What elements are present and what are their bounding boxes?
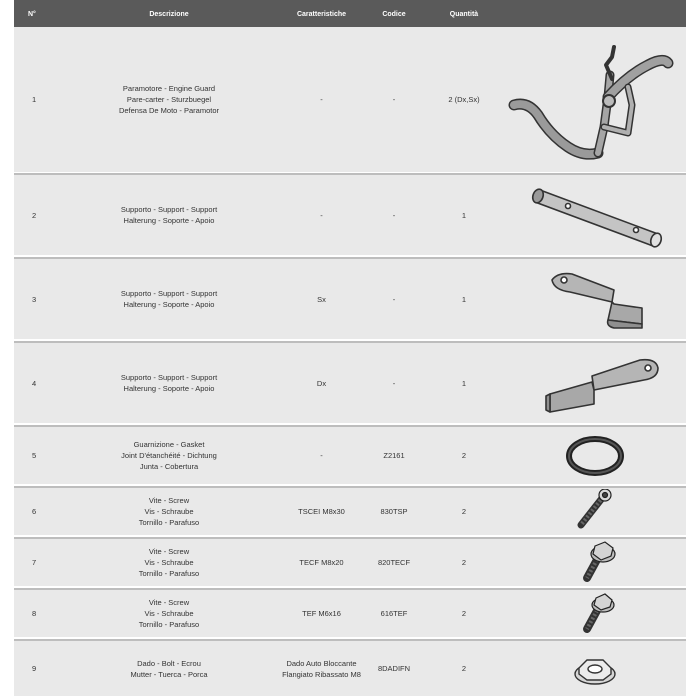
allen-screw-icon [504, 488, 686, 535]
row-quantity: 2 [461, 558, 467, 567]
table-row [14, 488, 686, 537]
row-features: - [320, 451, 323, 460]
row-features: - [320, 210, 323, 220]
desc-line: Vite - Screw [148, 496, 190, 505]
row-description [84, 259, 254, 339]
header-quantity: Quantità [449, 11, 479, 18]
row-number: 4 [32, 378, 37, 388]
row-number: 6 [32, 507, 37, 516]
row-description [84, 343, 254, 423]
desc-line: Halterung - Soporte - Apoio [123, 384, 215, 393]
row-code: - [392, 378, 396, 388]
desc-line: Vite - Screw [148, 598, 190, 607]
header-features: Caratteristiche [296, 11, 347, 18]
row-code: 8DADIFN [377, 664, 411, 673]
row-quantity: 1 [461, 294, 467, 304]
desc-line: Joint D'étanchéité - Dichtung [121, 451, 217, 460]
row-number: 9 [32, 664, 37, 673]
flange-bolt-icon [504, 539, 686, 586]
flange-nut-icon [504, 641, 686, 696]
table-row [14, 427, 686, 486]
row-code: - [392, 95, 396, 104]
row-number: 1 [32, 95, 37, 104]
table-row [14, 343, 686, 425]
row-description [84, 488, 254, 535]
row-code: Z2161 [383, 451, 405, 460]
row-features: Sx [317, 294, 326, 304]
desc-line: Guarnizione - Gasket [133, 440, 205, 449]
desc-line: Dado - Bolt - Ecrou [137, 658, 201, 668]
support-tube-icon [504, 175, 686, 255]
desc-line: Supporto - Support - Support [120, 373, 218, 382]
row-quantity: 2 (Dx,Sx) [448, 95, 480, 104]
row-quantity: 2 [461, 451, 467, 460]
row-code: 830TSP [380, 507, 408, 516]
row-features: Dado Auto Bloccante Flangiato Ribassato M8 [282, 658, 361, 679]
desc-line: Vite - Screw [148, 547, 190, 556]
row-features: TEF M6x16 [302, 609, 341, 618]
left-bracket-icon [504, 259, 686, 339]
table-row [14, 539, 686, 588]
row-description [84, 641, 254, 696]
desc-line: Vis - Schraube [144, 558, 194, 567]
row-features: - [320, 95, 323, 104]
table-row [14, 259, 686, 341]
desc-line: Paramotore - Engine Guard [122, 84, 216, 93]
row-description [84, 539, 254, 586]
right-bracket-icon [504, 343, 686, 423]
desc-line: Defensa De Moto - Paramotor [118, 106, 220, 115]
row-number: 7 [32, 558, 37, 567]
table-row [14, 590, 686, 639]
desc-line: Tornillo - Parafuso [138, 569, 200, 578]
desc-line: Tornillo - Parafuso [138, 518, 200, 527]
row-description [84, 27, 254, 172]
row-code: - [392, 294, 396, 304]
row-features: TSCEI M8x30 [298, 507, 345, 516]
row-number: 8 [32, 609, 37, 618]
engine-guard-icon [504, 27, 686, 172]
row-number: 3 [32, 294, 37, 304]
row-number: 5 [32, 451, 37, 460]
desc-line: Vis - Schraube [144, 609, 194, 618]
hex-bolt-icon [504, 590, 686, 637]
header-description: Descrizione [149, 11, 189, 18]
row-features: Dx [316, 378, 327, 388]
desc-line: Tornillo - Parafuso [138, 620, 200, 629]
row-code: 616TEF [380, 609, 408, 618]
desc-line: Vis - Schraube [144, 507, 194, 516]
row-quantity: 2 [461, 507, 467, 516]
table-row [14, 27, 686, 174]
row-quantity: 1 [461, 210, 467, 220]
row-description [84, 427, 254, 484]
desc-line: Halterung - Soporte - Apoio [123, 216, 215, 225]
row-code: 820TECF [377, 558, 411, 567]
header-num: N° [28, 11, 36, 18]
desc-line: Pare-carter - Sturzbuegel [126, 95, 212, 104]
row-quantity: 2 [461, 664, 467, 673]
row-quantity: 1 [461, 378, 467, 388]
row-description [84, 175, 254, 255]
desc-line: Supporto - Support - Support [120, 205, 218, 214]
row-quantity: 2 [461, 609, 467, 618]
row-description [84, 590, 254, 637]
row-code: - [392, 210, 396, 220]
desc-line: Mutter - Tuerca - Porca [130, 669, 208, 679]
header-code: Codice [382, 11, 406, 18]
table-header [14, 0, 686, 27]
desc-line: Halterung - Soporte - Apoio [123, 300, 215, 309]
row-number: 2 [32, 210, 37, 220]
table-row [14, 641, 686, 698]
desc-line: Supporto - Support - Support [120, 289, 218, 298]
row-features: TECF M8x20 [299, 558, 344, 567]
table-row [14, 175, 686, 257]
gasket-ring-icon [504, 427, 686, 484]
desc-line: Junta - Cobertura [139, 462, 199, 471]
parts-table [14, 0, 686, 700]
